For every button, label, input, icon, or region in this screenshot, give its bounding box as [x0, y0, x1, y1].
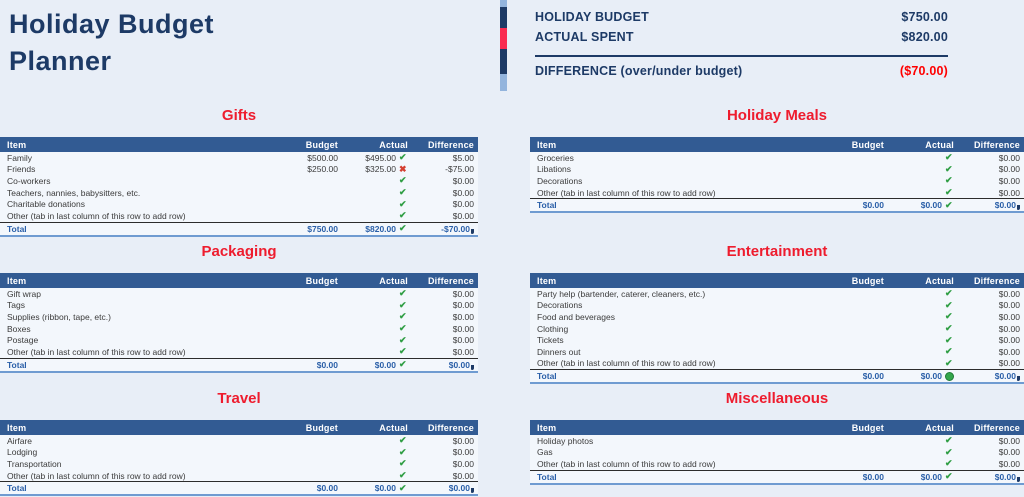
item-cell[interactable]: Charitable donations	[7, 199, 85, 210]
check-icon: ✔	[945, 472, 953, 482]
col-header-actual: Actual	[925, 275, 954, 286]
total-budget-cell[interactable]: $0.00	[862, 200, 884, 211]
summary-difference-row	[535, 61, 948, 81]
check-icon: ✔	[399, 447, 407, 457]
table-row	[0, 470, 478, 483]
table-row	[0, 311, 478, 323]
difference-cell[interactable]: $0.00	[998, 175, 1020, 186]
col-header-item: Item	[537, 139, 557, 150]
table-row	[530, 358, 1024, 371]
item-cell[interactable]: Decorations	[537, 175, 583, 186]
total-budget-cell[interactable]: $750.00	[307, 223, 338, 234]
check-icon: ✔	[399, 347, 407, 357]
difference-cell[interactable]: $0.00	[998, 300, 1020, 311]
table-row	[530, 175, 1024, 187]
actual-spent-label: ACTUAL SPENT	[535, 30, 634, 44]
table-row	[530, 164, 1024, 176]
item-cell[interactable]: Boxes	[7, 323, 31, 334]
total-actual-cell[interactable]: $0.00	[920, 471, 942, 482]
check-icon: ✔	[945, 312, 953, 322]
difference-cell[interactable]: $0.00	[998, 335, 1020, 346]
col-header-item: Item	[537, 275, 557, 286]
difference-value[interactable]: ($70.00)	[899, 64, 948, 78]
table-row	[0, 458, 478, 470]
table-row	[530, 334, 1024, 346]
difference-cell[interactable]: $0.00	[998, 164, 1020, 175]
col-header-actual: Actual	[925, 422, 954, 433]
difference-cell[interactable]: $0.00	[452, 447, 474, 458]
col-header-difference: Difference	[427, 275, 474, 286]
summary-budget-row	[535, 7, 948, 27]
summary-divider	[535, 55, 948, 57]
section-title-misc: Miscellaneous	[725, 390, 829, 407]
actual-cell[interactable]: $495.00	[365, 152, 396, 163]
difference-cell[interactable]: $0.00	[998, 187, 1020, 198]
total-budget-cell[interactable]: $0.00	[862, 371, 884, 382]
actual-spent-value[interactable]: $820.00	[901, 30, 948, 44]
table-row	[0, 346, 478, 359]
total-difference-cell[interactable]: $0.00	[414, 483, 478, 493]
check-icon: ✔	[945, 459, 953, 469]
item-cell[interactable]: Other (tab in last column of this row to add row)	[7, 210, 186, 221]
item-cell[interactable]: Other (tab in last column of this row to add row)	[537, 358, 716, 369]
item-cell[interactable]: Family	[7, 152, 33, 163]
budget-cell[interactable]: $250.00	[307, 164, 338, 175]
table-row	[530, 435, 1024, 447]
col-header-item: Item	[537, 422, 557, 433]
check-icon: ✔	[399, 153, 407, 163]
table-row	[530, 187, 1024, 200]
section-title-travel: Travel	[217, 390, 261, 407]
note-flag-icon	[1017, 477, 1020, 482]
budget-table-meals	[530, 137, 1024, 213]
section-meals	[530, 105, 1024, 213]
total-budget-cell[interactable]: $0.00	[316, 359, 338, 370]
table-row	[0, 198, 478, 210]
check-icon: ✔	[399, 335, 407, 345]
difference-cell[interactable]: $0.00	[452, 187, 474, 198]
note-flag-icon	[471, 365, 474, 370]
difference-cell[interactable]: $5.00	[452, 152, 474, 163]
col-header-budget: Budget	[851, 422, 884, 433]
check-icon: ✔	[945, 164, 953, 174]
section-misc	[530, 388, 1024, 485]
summary-panel	[535, 7, 948, 81]
col-header-difference: Difference	[973, 275, 1020, 286]
cross-icon: ✖	[399, 164, 407, 174]
total-row	[530, 199, 1024, 213]
total-actual-cell[interactable]: $0.00	[920, 200, 942, 211]
col-header-difference: Difference	[973, 139, 1020, 150]
check-icon: ✔	[399, 459, 407, 469]
section-title-entertainment: Entertainment	[726, 243, 828, 260]
table-row	[530, 288, 1024, 300]
budget-table-entertainment	[530, 273, 1024, 384]
table-row	[0, 334, 478, 346]
check-icon: ✔	[399, 224, 407, 234]
item-cell[interactable]: Co-workers	[7, 175, 51, 186]
total-difference-cell[interactable]: $0.00	[960, 472, 1024, 482]
budget-table-travel	[0, 420, 478, 496]
total-row	[0, 223, 478, 237]
item-cell[interactable]: Holiday photos	[537, 435, 594, 446]
check-icon: ✔	[945, 447, 953, 457]
section-gifts	[0, 105, 478, 237]
table-row	[0, 300, 478, 312]
difference-cell[interactable]: $0.00	[452, 300, 474, 311]
table-row	[530, 458, 1024, 471]
difference-cell[interactable]: $0.00	[452, 199, 474, 210]
section-packaging	[0, 241, 478, 373]
page-title-line2: Planner	[9, 46, 112, 76]
table-row	[530, 152, 1024, 164]
section-entertainment	[530, 241, 1024, 384]
col-header-item: Item	[7, 422, 27, 433]
item-cell[interactable]: Dinners out	[537, 346, 581, 357]
difference-cell[interactable]: $0.00	[998, 288, 1020, 299]
item-cell[interactable]: Gas	[537, 447, 553, 458]
total-actual-cell[interactable]: $0.00	[374, 483, 396, 494]
difference-cell[interactable]: $0.00	[998, 323, 1020, 334]
note-flag-icon	[471, 488, 474, 493]
col-header-difference: Difference	[427, 422, 474, 433]
col-header-actual: Actual	[379, 139, 408, 150]
item-cell[interactable]: Lodging	[7, 447, 38, 458]
note-flag-icon	[1017, 376, 1020, 381]
item-cell[interactable]: Airfare	[7, 435, 33, 446]
accent-segment-red	[500, 28, 507, 49]
difference-cell[interactable]: $0.00	[998, 152, 1020, 163]
table-header	[530, 273, 1024, 288]
table-header	[530, 137, 1024, 152]
table-header	[0, 420, 478, 435]
table-header	[0, 273, 478, 288]
total-label[interactable]: Total	[7, 483, 27, 494]
total-label[interactable]: Total	[537, 471, 557, 482]
difference-cell[interactable]: $0.00	[998, 358, 1020, 369]
accent-segment-navy-top	[500, 7, 507, 28]
table-row	[0, 323, 478, 335]
green-circle-icon	[945, 372, 954, 381]
note-flag-icon	[1017, 205, 1020, 210]
budget-table-gifts	[0, 137, 478, 237]
check-icon: ✔	[399, 324, 407, 334]
item-cell[interactable]: Teachers, nannies, babysitters, etc.	[7, 187, 141, 198]
total-label[interactable]: Total	[537, 200, 557, 211]
check-icon: ✔	[399, 289, 407, 299]
total-difference-cell[interactable]: $0.00	[960, 371, 1024, 381]
accent-segment-navy-bottom	[500, 49, 507, 74]
col-header-item: Item	[7, 139, 27, 150]
item-cell[interactable]: Libations	[537, 164, 572, 175]
col-header-budget: Budget	[851, 275, 884, 286]
item-cell[interactable]: Other (tab in last column of this row to add row)	[7, 470, 186, 481]
accent-segment-lightblue-top	[500, 0, 507, 7]
col-header-actual: Actual	[379, 422, 408, 433]
check-icon: ✔	[945, 289, 953, 299]
difference-cell[interactable]: $0.00	[998, 435, 1020, 446]
difference-cell[interactable]: $0.00	[998, 458, 1020, 469]
difference-cell[interactable]: $0.00	[452, 311, 474, 322]
difference-cell[interactable]: $0.00	[452, 323, 474, 334]
table-row	[0, 447, 478, 459]
check-icon: ✔	[945, 358, 953, 368]
table-row	[0, 187, 478, 199]
budget-cell[interactable]: $500.00	[307, 152, 338, 163]
check-icon: ✔	[399, 471, 407, 481]
difference-cell[interactable]: $0.00	[452, 435, 474, 446]
check-icon: ✔	[945, 153, 953, 163]
check-icon: ✔	[399, 211, 407, 221]
table-row	[530, 346, 1024, 358]
page-title	[9, 6, 214, 80]
difference-cell[interactable]: $0.00	[452, 288, 474, 299]
difference-cell[interactable]: $0.00	[998, 346, 1020, 357]
check-icon: ✔	[399, 300, 407, 310]
difference-cell[interactable]: $0.00	[998, 311, 1020, 322]
accent-bar	[500, 0, 507, 91]
difference-cell[interactable]: -$75.00	[445, 164, 474, 175]
total-actual-cell[interactable]: $820.00	[365, 223, 396, 234]
difference-label: DIFFERENCE (over/under budget)	[535, 64, 743, 78]
item-cell[interactable]: Supplies (ribbon, tape, etc.)	[7, 311, 111, 322]
note-flag-icon	[471, 229, 474, 234]
check-icon: ✔	[945, 176, 953, 186]
col-header-actual: Actual	[925, 139, 954, 150]
table-header	[0, 137, 478, 152]
item-cell[interactable]: Clothing	[537, 323, 569, 334]
budget-table-packaging	[0, 273, 478, 373]
total-actual-cell[interactable]: $0.00	[374, 359, 396, 370]
total-difference-cell[interactable]: $0.00	[414, 360, 478, 370]
col-header-budget: Budget	[305, 275, 338, 286]
section-title-gifts: Gifts	[221, 107, 257, 124]
total-budget-cell[interactable]: $0.00	[862, 471, 884, 482]
actual-cell[interactable]: $325.00	[365, 164, 396, 175]
table-row	[530, 311, 1024, 323]
check-icon: ✔	[945, 347, 953, 357]
check-icon: ✔	[399, 436, 407, 446]
section-title-packaging: Packaging	[201, 243, 277, 260]
accent-segment-lightblue-bottom	[500, 74, 507, 91]
item-cell[interactable]: Other (tab in last column of this row to add row)	[537, 458, 716, 469]
table-row	[0, 435, 478, 447]
total-row	[0, 482, 478, 496]
check-icon: ✔	[945, 436, 953, 446]
total-row	[530, 471, 1024, 485]
col-header-difference: Difference	[427, 139, 474, 150]
table-row	[0, 288, 478, 300]
table-row	[0, 175, 478, 187]
difference-cell[interactable]: $0.00	[998, 447, 1020, 458]
total-budget-cell[interactable]: $0.00	[316, 483, 338, 494]
item-cell[interactable]: Party help (bartender, caterer, cleaners, etc.)	[537, 288, 706, 299]
col-header-budget: Budget	[305, 422, 338, 433]
difference-cell[interactable]: $0.00	[452, 175, 474, 186]
item-cell[interactable]: Groceries	[537, 152, 574, 163]
check-icon: ✔	[399, 176, 407, 186]
check-icon: ✔	[399, 199, 407, 209]
col-header-item: Item	[7, 275, 27, 286]
check-icon: ✔	[945, 324, 953, 334]
summary-spent-row	[535, 27, 948, 47]
total-label[interactable]: Total	[537, 371, 557, 382]
check-icon: ✔	[945, 335, 953, 345]
check-icon: ✔	[945, 300, 953, 310]
item-cell[interactable]: Decorations	[537, 300, 583, 311]
difference-cell[interactable]: $0.00	[452, 210, 474, 221]
holiday-budget-label: HOLIDAY BUDGET	[535, 10, 649, 24]
total-difference-cell[interactable]: -$70.00	[414, 224, 478, 234]
col-header-difference: Difference	[973, 422, 1020, 433]
item-cell[interactable]: Friends	[7, 164, 36, 175]
item-cell[interactable]: Tickets	[537, 335, 564, 346]
item-cell[interactable]: Food and beverages	[537, 311, 615, 322]
check-icon: ✔	[945, 188, 953, 198]
table-row	[530, 447, 1024, 459]
total-actual-cell[interactable]: $0.00	[920, 371, 942, 382]
item-cell[interactable]: Gift wrap	[7, 288, 42, 299]
status-circle-icon	[942, 372, 960, 381]
difference-cell[interactable]: $0.00	[452, 346, 474, 357]
table-row	[0, 164, 478, 176]
check-icon: ✔	[399, 312, 407, 322]
total-label[interactable]: Total	[7, 359, 27, 370]
item-cell[interactable]: Postage	[7, 335, 39, 346]
item-cell[interactable]: Other (tab in last column of this row to add row)	[7, 346, 186, 357]
check-icon: ✔	[399, 188, 407, 198]
table-header	[530, 420, 1024, 435]
col-header-budget: Budget	[851, 139, 884, 150]
total-row	[530, 370, 1024, 384]
section-title-meals: Holiday Meals	[726, 107, 828, 124]
holiday-budget-value[interactable]: $750.00	[901, 10, 948, 24]
table-row	[530, 323, 1024, 335]
budget-table-misc	[530, 420, 1024, 485]
table-row	[530, 300, 1024, 312]
total-difference-cell[interactable]: $0.00	[960, 200, 1024, 210]
table-row	[0, 152, 478, 164]
section-travel	[0, 388, 478, 496]
page-title-line1: Holiday Budget	[9, 9, 215, 39]
difference-cell[interactable]: $0.00	[452, 470, 474, 481]
item-cell[interactable]: Other (tab in last column of this row to add row)	[537, 187, 716, 198]
item-cell[interactable]: Transportation	[7, 458, 62, 469]
difference-cell[interactable]: $0.00	[452, 335, 474, 346]
col-header-budget: Budget	[305, 139, 338, 150]
check-icon: ✔	[399, 483, 407, 493]
total-row	[0, 359, 478, 373]
check-icon: ✔	[399, 360, 407, 370]
difference-cell[interactable]: $0.00	[452, 458, 474, 469]
item-cell[interactable]: Tags	[7, 300, 25, 311]
total-label[interactable]: Total	[7, 223, 27, 234]
table-row	[0, 210, 478, 223]
col-header-actual: Actual	[379, 275, 408, 286]
check-icon: ✔	[945, 200, 953, 210]
